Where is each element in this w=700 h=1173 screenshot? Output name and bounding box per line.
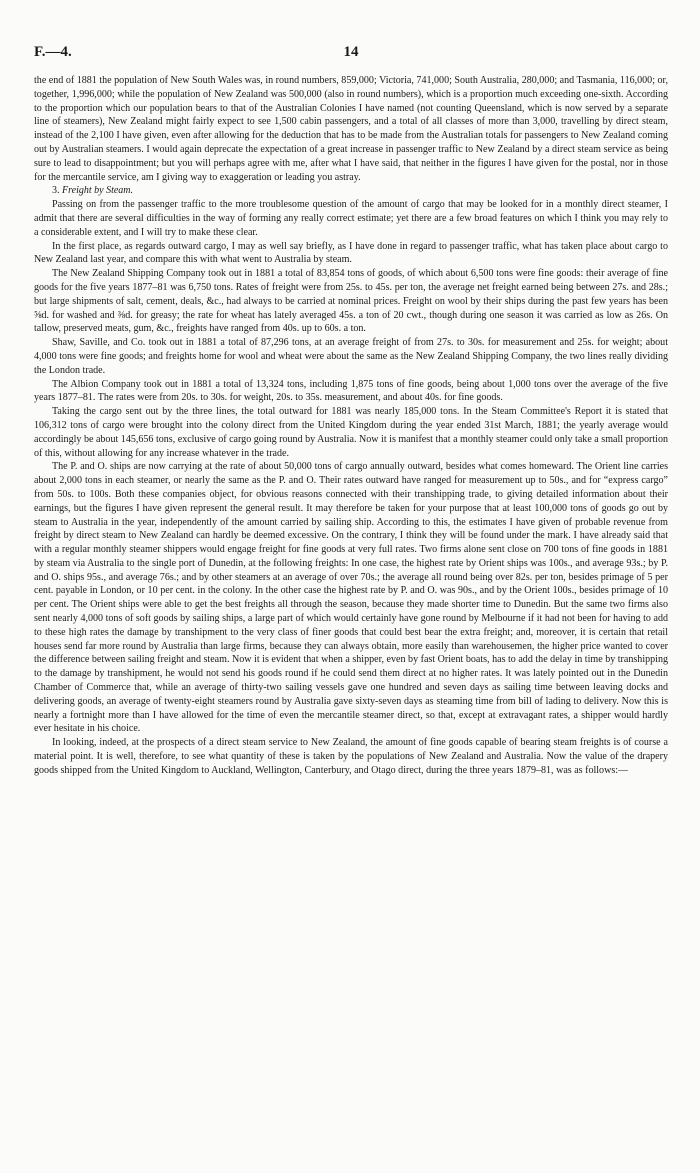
paragraph-outward-cargo: In the first place, as regards outward cargo, I may as well say briefly, as I have done in regard to passenger traffic, what has taken place about cargo to New Zealand last year, and compare this with what went to Australia by steam. [34, 240, 668, 266]
section-heading [34, 184, 668, 198]
section-number: 3. [52, 185, 60, 197]
document-reference: F.—4. [34, 44, 72, 60]
paragraph-fine-goods: In looking, indeed, at the prospects of a direct steam service to New Zealand, the amount of fine goods capable of bearing steam freights is of course a material point. It is well, therefore, to see what quantity of these is taken by the populations of New Zealand and Australia. Now the value of the drapery goods shipped from the United Kingdom to Auckland, Wellington, Canterbury, and Otago direct, during the three years 1879–81, was as follows:— [34, 737, 668, 776]
paragraph-shaw-saville: Shaw, Saville, and Co. took out in 1881 a total of 87,296 tons, at an average freight of from 27s. to 30s. for measurement and 25s. for weight; about 4,000 tons were fine goods; and freights home for wool and wheat were about the same as the New Zealand Shipping Company, the two lines really dividing the London trade. [34, 337, 668, 376]
paragraph-population: the end of 1881 the population of New South Wales was, in round numbers, 859,000; Victoria, 741,000; South Australia, 280,000; and Tasmania, 116,000; or, together, 1,996,000; while the population of New Zealand was 500,000 (also in round numbers), which is a proportion much exceeding one-sixth. According to the proportion which our population bears to that of the Australian Colonies I have named (not counting Queensland, which is now served by a separate line of steamers), New Zealand might fairly expect to see 1,500 cabin passengers, and a total of all classes of more than 3,000, travelling by direct steam, instead of the 2,100 I have given, even after allowing for the deduction that has to be made from the Australian totals for passengers to New Zealand coming out by Australian steamers. I would again deprecate the expectation of a great increase in passenger traffic to New Zealand by a direct steam service as being sure to lead to disappointment; but you will perhaps agree with me, after what I have said, that neither in the figures I have given for the postal, nor in those for the mercantile service, am I giving way to exaggeration or leading you astray. [34, 75, 668, 183]
paragraph-nz-shipping-company: The New Zealand Shipping Company took out in 1881 a total of 83,854 tons of goods, of which about 6,500 tons were fine goods: their average of fine goods for the five years 1877–81 was 6,750 tons. Rates of freight were from 25s. to 45s. per ton, the average net freight earned being between 27s. and 28s.; but large shipments of salt, cement, deals, &c., had always to be carried at nominal prices. Freight on wool by their ships during the past few years has been ⅝d. for washed and ⅜d. for greasy; the rate for wheat has lately averaged 45s. a ton of 20 cwt., though during one season it was carried as low as 26s. On tallow, preserved meats, gum, &c., freights have ranged from 40s. up to 60s. a ton. [34, 268, 668, 335]
body-text [34, 74, 668, 778]
section-title: Freight by Steam. [62, 185, 134, 197]
paragraph-albion-company: The Albion Company took out in 1881 a total of 13,324 tons, including 1,875 tons of fine goods, being about 1,000 tons over the average of the five years 1877–81. The rates were from 20s. to 30s. for weight, 20s. to 35s. measurement, and about 40s. for fine goods. [34, 378, 668, 404]
paragraph-total-cargo: Taking the cargo sent out by the three lines, the total outward for 1881 was nearly 185,000 tons. In the Steam Committee's Report it is stated that 106,312 tons of cargo were brought into the colony direct from the United Kingdom during the year ended 31st March, 1881; the yearly average would accordingly be about 145,656 tons, exclusive of cargo going round by Australia. Now it is manifest that a monthly steamer could only take a small proportion of this, without allowing for any increase whatever in the trade. [34, 406, 668, 459]
page-number: 14 [343, 44, 359, 60]
paragraph-p-and-o: The P. and O. ships are now carrying at the rate of about 50,000 tons of cargo annually outward, besides what comes homeward. The Orient line carries about 2,000 tons in each steamer, or nearly the same as the P. and O. Their rates outward have ranged for measurement up to 50s., and for “express cargo” from 50s. to 100s. Both these companies object, for obvious reasons connected with their transhipping trade, to giving detailed information about their earnings, but the figures I have given represent the general result. It may therefore be taken for your purpose that at least 100,000 tons of goods go out by steam to Australia in the year, independently of the amount carried by sailing ship. According to this, the estimates I have given of probable revenue from freight by direct steam to New Zealand can hardly be deemed excessive. On the contrary, I think they will be found under the mark. I have already said that with a regular monthly steamer shippers would engage freight for fine goods at very full rates. Two firms alone sent close on 700 tons of fine goods in 1881 by steam via Australia to the single port of Dunedin, at the following freights: In one case, the highest rate by Orient ships was 100s., and average 93s.; by P. and O. ships 95s., and average 76s.; and by other steamers at an average of over 70s.; the average all round being over 82s. per ton, besides primage of 5 per cent. payable in London, or 10 per cent. in the colony. In the other case the highest rate by P. and O. was 90s., and by the Orient 100s., besides primage of 10 per cent. The Orient ships were able to get the best freights all through the season, because they made shorter time to Dunedin. But the same two firms also sent nearly 4,000 tons of soft goods by sailing ships, a large part of which would certainly have gone round by Melbourne if it had not been for having to add to these high rates the damage by transhipment to the very class of finer goods that could best bear the extra freight; and, moreover, it is certain that retail houses send far more round by Australia than large firms, because they can always obtain, more easily than warehousemen, the higher price wanted to cover the difference between sailing freight and steam. Now it is evident that when a shipper, even by fast Orient boats, has to add the delay in time by transhipping to the damage by transhipment, he would not send his goods round if he could send them direct at no higher rates. It was lately pointed out in the Dunedin Chamber of Commerce that, while an average of thirty-two sailing vessels gave one hundred and seven days as sailing time between leaving docks and delivering goods, an average of twenty-eight steamers round by Australia gave sixty-seven days as steaming time from bill of lading to delivery. Now this is nearly a fortnight more than I have allowed for the time of even the mercantile steamer direct, so that, except at extravagant rates, a shipper would hardly ever hesitate in his choice. [34, 461, 668, 735]
page-header [34, 44, 668, 64]
paragraph-cargo-intro: Passing on from the passenger traffic to the more troublesome question of the amount of cargo that may be looked for in a monthly direct steamer, I admit that there are several difficulties in the way of forming any really correct estimate; yet there are a few broad features on which I think you may rely to a considerable extent, and I will try to make these clear. [34, 199, 668, 238]
